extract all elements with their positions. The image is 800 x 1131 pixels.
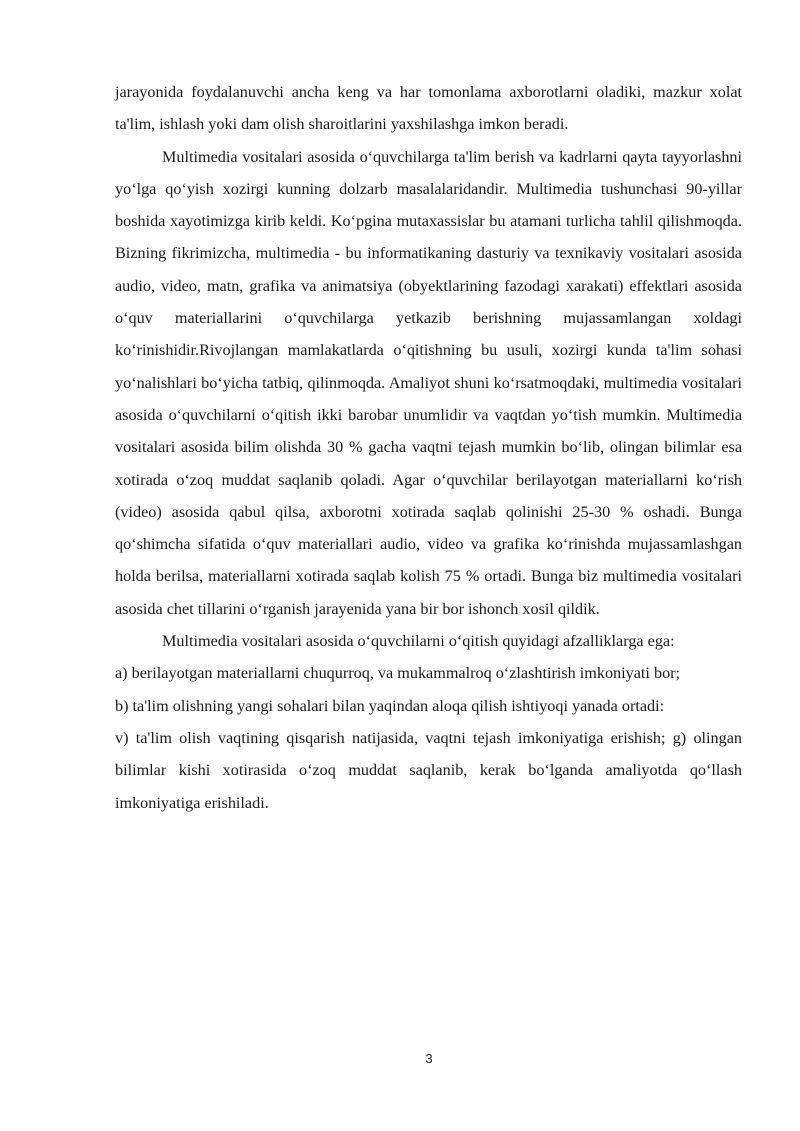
page-number: 3 xyxy=(425,1051,433,1066)
paragraph: Multimedia vositalari asosida oʻquvchilarga ta'lim berish va kadrlarni qayta tayyorlashni yoʻlga qoʻyish xozirgi kunning dolzarb masalalaridandir. Multimedia tushunchasi 90-yillar boshida xayotimizga kirib keldi. Koʻpgina mutaxassislar bu atamani turlicha tahlil qilishmoqda. Bizning fikrimizcha, multimedia - bu informatikaning dasturiy va texnikaviy vositalari asosida audio, video, matn, grafika va animatsiya (obyektlarining fazodagi xarakati) effektlari asosida oʻquv materiallarini oʻquvchilarga yetkazib berishning mujassamlangan xoldagi koʻrinishidir.Rivojlangan mamlakatlarda oʻqitishning bu usuli, xozirgi kunda ta'lim sohasi yoʻnalishlari boʻyicha tatbiq, qilinmoqda. Amaliyot shuni koʻrsatmoqdaki, multimedia vositalari asosida oʻquvchilarni oʻqitish ikki barobar unumlidir va vaqtdan yoʻtish mumkin. Multimedia vositalari asosida bilim olishda 30 % gacha vaqtni tejash mumkin boʻlib, olingan bilimlar esa xotirada oʻzoq muddat saqlanib qoladi. Agar oʻquvchilar berilayotgan materiallarni koʻrish (video) asosida qabul qilsa, axborotni xotirada saqlab qolinishi 25-30 % oshadi. Bunga qoʻshimcha sifatida oʻquv materiallari audio, video va grafika koʻrinishda mujassamlashgan holda berilsa, materiallarni xotirada saqlab kolish 75 % ortadi. Bunga biz multimedia vositalari asosida chet tillarini oʻrganish jarayenida yana bir bor ishonch xosil qildik. xyxy=(115,147,742,618)
paragraph: Multimedia vositalari asosida oʻquvchilarni oʻqitish quyidagi afzalliklarga ega: xyxy=(162,632,675,651)
list-item: b) ta'lim olishning yangi sohalari bilan yaqindan aloqa qilish ishtiyoqi yanada ortadi: xyxy=(115,696,665,715)
body-text xyxy=(115,76,742,819)
paragraph: jarayonida foydalanuvchi ancha keng va har tomonlama axborotlarni oladiki, mazkur xolat ta'lim, ishlash yoki dam olish sharoitlarini yaxshilashga imkon beradi. xyxy=(115,83,742,134)
list-item: v) ta'lim olish vaqtining qisqarish natijasida, vaqtni tejash imkoniyatiga erishish; g) olingan bilimlar kishi xotirasida oʻzoq muddat saqlanib, kerak boʻlganda amaliyotda qoʻllash imkoniyatiga erishiladi. xyxy=(115,728,742,812)
list-item: a) berilayotgan materiallarni chuqurroq, va mukammalroq oʻzlashtirish imkoniyati bor; xyxy=(115,664,681,683)
